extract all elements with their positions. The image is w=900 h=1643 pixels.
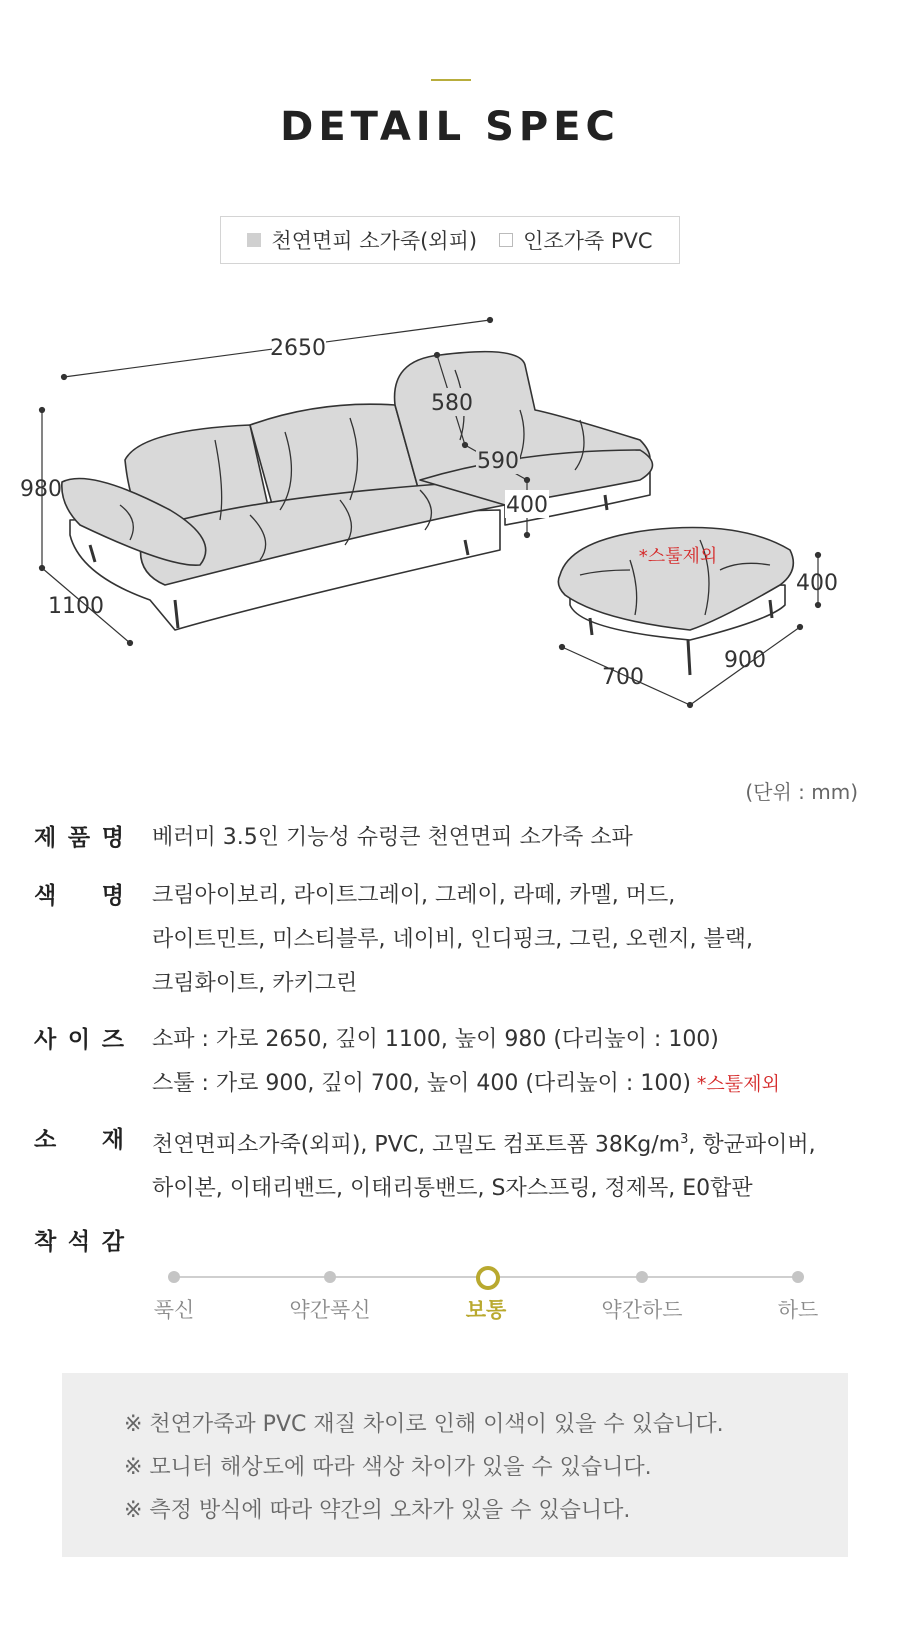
spec-value: 천연면피소가죽(외피), PVC, 고밀도 컴포트폼 $38Kg/m^3$, 항균파이버, 하이본, 이태리밴드, 이태리통밴드, S자스프링, 정제목, E0합판 [152,1132,816,1202]
notice-line: ※ 천연가죽과 PVC 재질 차이로 인해 이색이 있을 수 있습니다. [124,1412,724,1437]
notice-line: ※ 측정 방식에 따라 약간의 오차가 있을 수 있습니다. [124,1498,631,1523]
legend-label: 인조가죽 PVC [523,229,653,253]
seat-depth-dimension-label: 590 [477,449,519,474]
stool-depth-dimension-label: 700 [602,665,644,690]
spec-label: 착 석 감 [34,1229,124,1255]
stool-height-dimension-label: 400 [796,571,838,596]
notice-line: ※ 모니터 해상도에 따라 색상 차이가 있을 수 있습니다. [124,1455,652,1480]
comfort-level-label: 약간하드 [601,1298,683,1322]
dimension-diagram [0,300,900,740]
comfort-level-label: 하드 [777,1298,819,1322]
empty-swatch-icon [499,233,513,247]
spec-label: 소 재 [34,1127,124,1153]
stool-excluded-note: *스툴제외 [696,1073,780,1095]
comfort-dot [168,1271,180,1283]
spec-value: 크림아이보리, 라이트그레이, 그레이, 라떼, 카멜, 머드, 라이트민트, 미스티블루, 네이비, 인디핑크, 그린, 오렌지, 블랙, 크림화이트, 카키그린 [152,883,753,996]
material-legend [220,216,680,264]
seat-height-dimension-label: 400 [506,493,548,518]
page-title: DETAIL SPEC [280,104,620,150]
legend-label: 천연면피 소가죽(외피) [271,229,478,253]
comfort-dot-selected [476,1266,500,1290]
title-accent-line [431,79,471,81]
comfort-dot [792,1271,804,1283]
stool-excluded-note: *스툴제외 [638,546,718,567]
legend-item-leather [247,225,477,255]
comfort-level-label-selected: 보통 [465,1298,507,1322]
headrest-dimension-label: 580 [431,391,473,416]
spec-value: 베러미 3.5인 기능성 슈렁큰 천연면피 소가죽 소파 [152,825,633,850]
height-dimension-label: 980 [20,477,62,502]
spec-label: 제 품 명 [34,825,124,851]
comfort-dot [636,1271,648,1283]
spec-label: 색 명 [34,883,124,909]
comfort-level-label: 약간푹신 [289,1298,371,1322]
unit-label: (단위 : mm) [745,780,858,804]
legend-item-pvc [499,225,653,255]
notice-box [62,1373,848,1557]
width-dimension-label: 2650 [270,336,326,361]
comfort-dot [324,1271,336,1283]
spec-value: 소파 : 가로 2650, 깊이 1100, 높이 980 (다리높이 : 100) 스툴 : 가로 900, 깊이 700, 높이 400 (다리높이 : 100) *스툴제외 [152,1027,780,1096]
depth-dimension-label: 1100 [48,594,104,619]
stool-width-dimension-label: 900 [724,648,766,673]
spec-label: 사 이 즈 [34,1027,124,1053]
filled-swatch-icon [247,233,261,247]
comfort-level-label: 푹신 [153,1298,195,1322]
